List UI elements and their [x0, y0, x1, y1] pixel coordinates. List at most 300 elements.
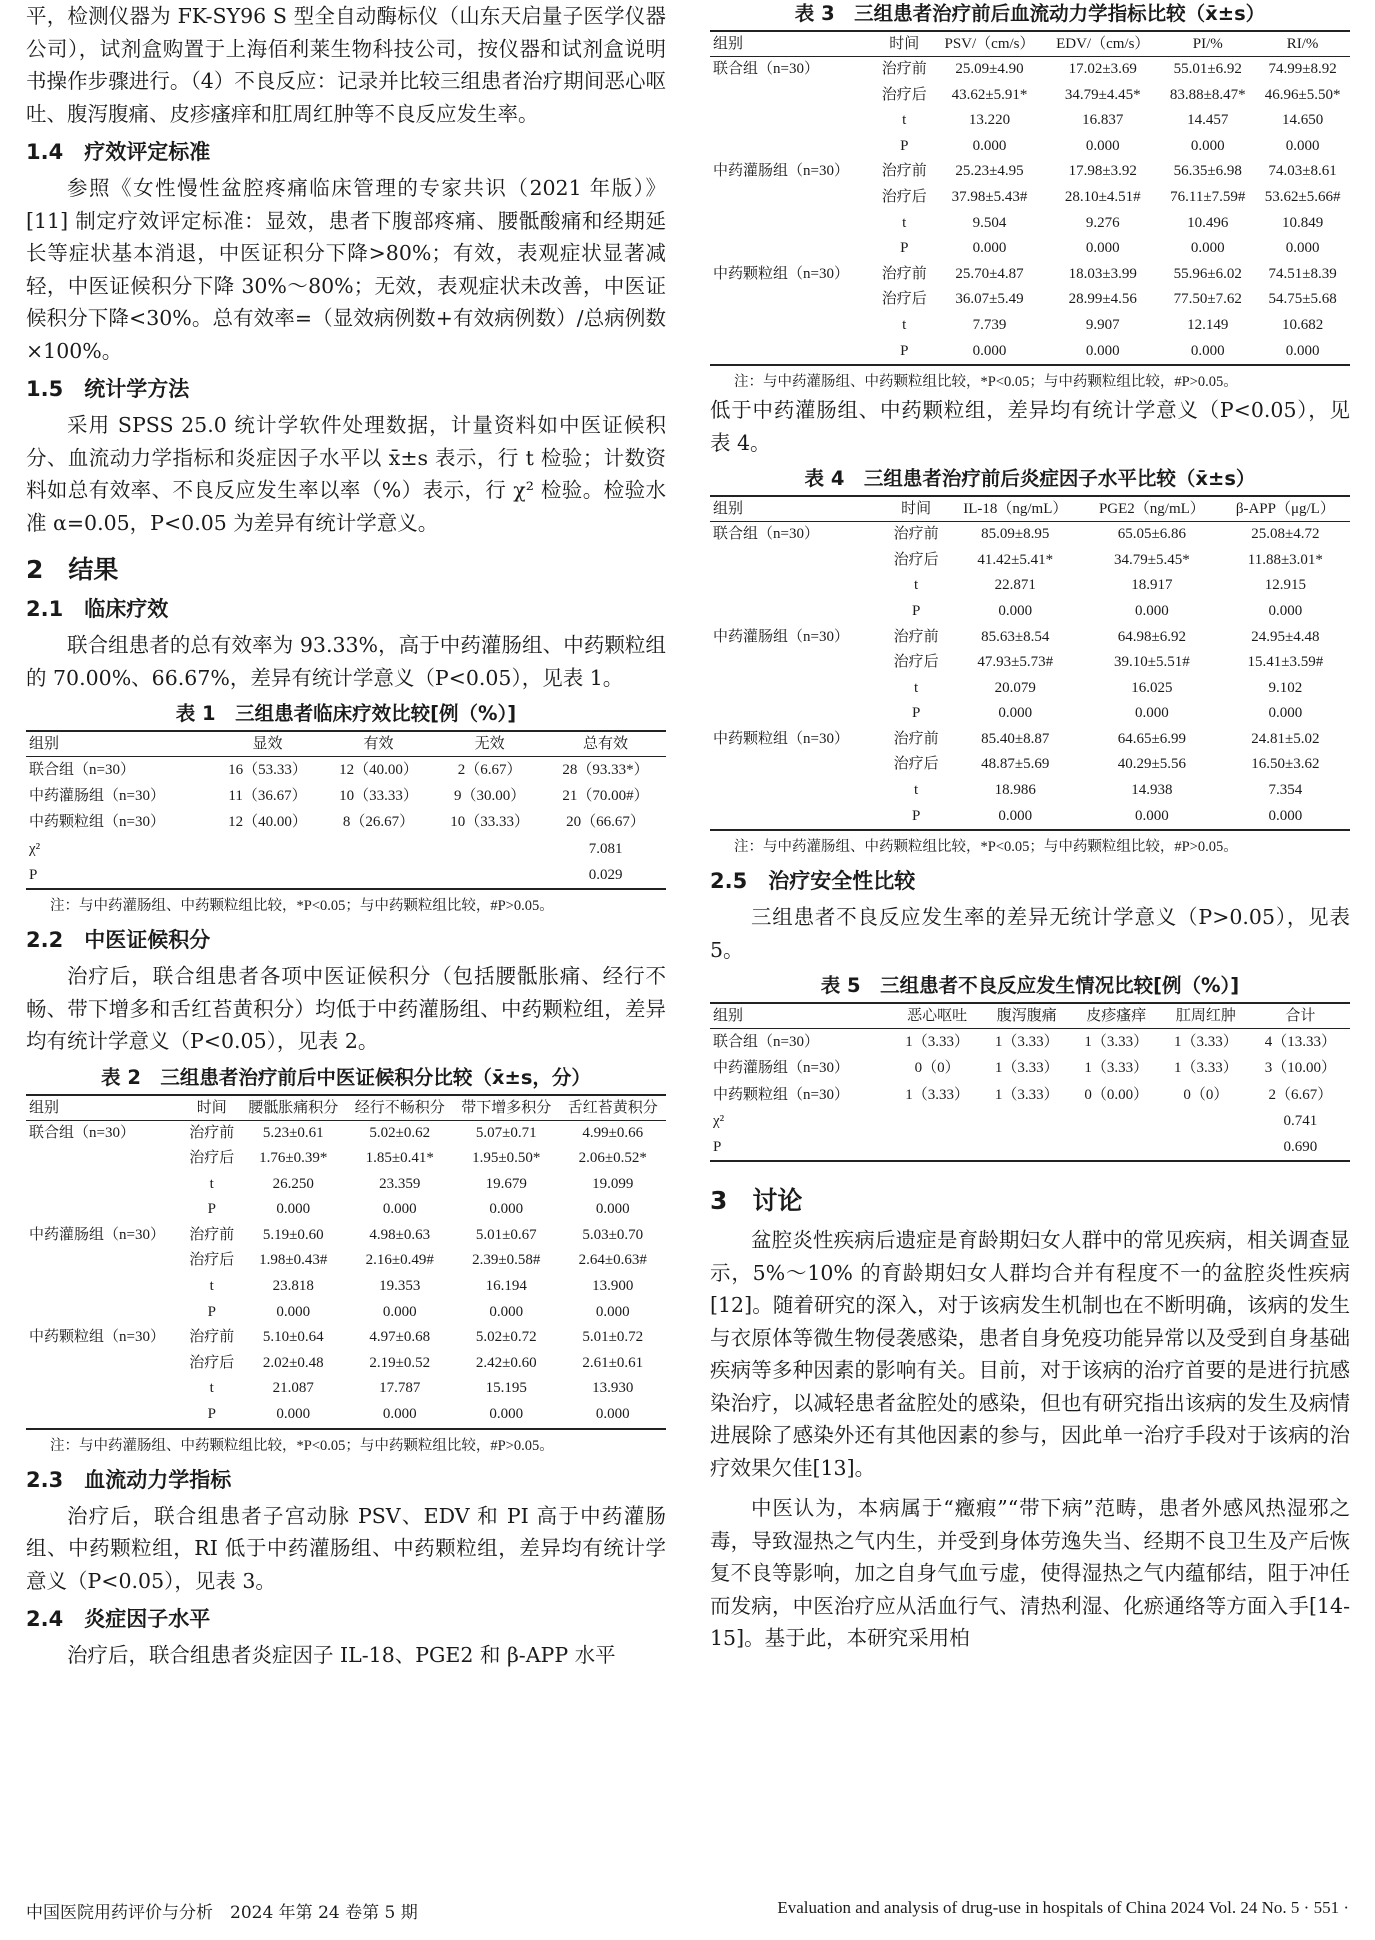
table-cell: 0.000: [972, 342, 1007, 359]
table-row: [26, 1197, 666, 1223]
table-cell: 10.682: [1281, 316, 1324, 333]
table-cell: 10（33.33）: [450, 814, 529, 831]
table-cell: 65.05±6.86: [1117, 526, 1186, 543]
table-cell: 0.000: [998, 705, 1033, 722]
section-2-2-title: 2.2 中医证候积分: [26, 928, 211, 953]
section-1-5-text: 采用 SPSS 25.0 统计学软件处理数据，计量资料如中医证候积分、血流动力学指标和炎症因子水平以 x̄±s 表示，行 t 检验；计数资料如总有效率、不良反应发生率以率（%）表示，行 χ² 检验。检验水准 α=0.05，P<0.05 为差异有统计学意义。: [26, 413, 666, 535]
table-cell: [710, 236, 875, 262]
table-cell: [982, 1108, 1072, 1134]
left-column: [26, 0, 666, 1672]
table-cell: 2.02±0.48: [262, 1354, 324, 1371]
table-cell: 47.93±5.73#: [977, 654, 1054, 671]
table-2: [26, 1094, 666, 1430]
table-cell: [26, 1248, 183, 1274]
table-row: [26, 1248, 666, 1274]
table-cell: 0.000: [972, 240, 1007, 257]
table-row: [710, 752, 1350, 778]
table-cell: [710, 650, 885, 676]
table-cell: t: [902, 112, 907, 129]
table-row: [710, 599, 1350, 625]
table-3: [710, 30, 1350, 366]
table-cell: 2.64±0.63#: [578, 1252, 647, 1269]
table-cell: 10（33.33）: [339, 788, 418, 805]
table-row: [26, 1325, 666, 1351]
table-cell: 中药颗粒组（n=30）: [29, 814, 165, 831]
table-cell: [212, 862, 323, 889]
table-cell: 0.000: [382, 1406, 417, 1423]
section-2-5-title: 2.5 治疗安全性比较: [710, 869, 916, 894]
table-cell: 11（36.67）: [228, 788, 307, 805]
table-cell: 联合组（n=30）: [29, 1124, 135, 1141]
table-cell: t: [209, 1175, 214, 1192]
table-cell: 2.39±0.58#: [472, 1252, 541, 1269]
table-cell: 18.917: [1131, 577, 1173, 594]
table-header-cell: PGE2（ng/mL）: [1083, 496, 1221, 522]
section-1-5-title: 1.5 统计学方法: [26, 377, 190, 401]
table-cell: 16（53.33）: [228, 762, 307, 778]
table-cell: 1（3.33）: [1084, 1060, 1149, 1077]
table-cell: 0.000: [1268, 705, 1303, 722]
table-cell: 1.95±0.50*: [472, 1150, 541, 1167]
table-row: [710, 1108, 1350, 1134]
table-cell: 中药灌肠组（n=30）: [29, 788, 165, 805]
table-header-cell: IL-18（ng/mL）: [948, 496, 1084, 522]
table-header-cell: 合计: [1251, 1003, 1350, 1029]
table-cell: 治疗后: [881, 188, 927, 205]
table-cell: 0.000: [1268, 602, 1303, 619]
table-cell: 中药颗粒组（n=30）: [713, 730, 849, 747]
table-header-cell: 组别: [26, 731, 212, 757]
table-row: [26, 1402, 666, 1429]
table-cell: t: [209, 1380, 214, 1397]
table-cell: 15.195: [485, 1380, 527, 1397]
table-header-cell: 总有效: [545, 731, 666, 757]
section-2-3-text: 治疗后，联合组患者子宫动脉 PSV、EDV 和 PI 高于中药灌肠组、中药颗粒组，RI 低于中药灌肠组、中药颗粒组，差异均有统计学意义（P<0.05），见表 3。: [26, 1503, 666, 1593]
table-cell: 治疗前: [189, 1329, 235, 1346]
table-cell: 10.849: [1281, 214, 1324, 231]
table-cell: P: [911, 602, 921, 619]
table-row: [710, 1082, 1350, 1108]
table-cell: 36.07±5.49: [955, 291, 1024, 308]
table-cell: 24.81±5.02: [1251, 730, 1320, 747]
table-cell: 43.62±5.91*: [951, 86, 1028, 103]
section-3-paragraph-1: 盆腔炎性疾病后遗症是育龄期妇女人群中的常见疾病，相关调查显示，5%～10% 的育龄期妇女人群均合并有程度不一的盆腔炎性疾病[12]。随着研究的深入，对于该病发生机制也在不断明确，该病的发生与衣原体等微生物侵袭感染，患者自身免疫功能异常以及受到自身基础疾病等多种因素的影响有关。目前，对于该病的治疗首要的是进行抗感染治疗，以减轻患者盆腔处的感染，但也有研究指出该病的发生及病情进展除了感染外还有其他因素的参与，因此单一治疗手段对于该病的治疗效果欠佳[13]。: [710, 1228, 1350, 1480]
table-row: [710, 573, 1350, 599]
table-cell: 17.787: [379, 1380, 421, 1397]
table-cell: χ²: [29, 840, 41, 857]
table-header-cell: 组别: [710, 1003, 892, 1029]
table-cell: 治疗前: [881, 265, 927, 282]
table-cell: [323, 836, 434, 862]
table-cell: 0.000: [972, 137, 1007, 154]
table-4-caption: 表 4 三组患者治疗前后炎症因子水平比较（x̄±s）: [804, 467, 1256, 491]
table-cell: 14.650: [1281, 112, 1324, 129]
table-header-cell: 组别: [710, 496, 885, 522]
table-cell: [710, 313, 875, 339]
table-cell: t: [902, 316, 907, 333]
table-header-cell: 腹泻腹痛: [982, 1003, 1072, 1029]
table-cell: 9.907: [1085, 316, 1120, 333]
table-cell: 9.504: [972, 214, 1007, 231]
table-row: [710, 57, 1350, 83]
table-cell: 0.000: [1135, 705, 1169, 722]
table-cell: [434, 862, 545, 889]
table-cell: [892, 1134, 982, 1161]
table-cell: 0.000: [489, 1406, 524, 1423]
table-cell: 20（66.67）: [566, 814, 645, 831]
table-cell: 24.95±4.48: [1251, 628, 1320, 645]
table-header-cell: 时间: [183, 1095, 240, 1121]
table-cell: 0.000: [998, 602, 1033, 619]
footer-journal-en: Evaluation and analysis of drug-use in hospitals of China 2024 Vol. 24 No. 5 · 551 ·: [777, 1898, 1349, 1917]
table-4: [710, 495, 1350, 831]
table-cell: 20.079: [994, 679, 1036, 696]
table-row: [26, 1223, 666, 1249]
table-cell: 治疗后: [893, 756, 939, 773]
table-cell: 治疗前: [189, 1124, 235, 1141]
table-cell: [1161, 1134, 1251, 1161]
table-cell: 治疗后: [189, 1354, 235, 1371]
table-cell: 2（6.67）: [457, 762, 522, 778]
table-cell: 治疗前: [893, 628, 939, 645]
table-row: [26, 836, 666, 862]
table-cell: 联合组（n=30）: [713, 61, 819, 77]
table-cell: 1（3.33）: [905, 1034, 969, 1051]
table-cell: [710, 599, 885, 625]
table-cell: 16.837: [1082, 112, 1124, 129]
table-cell: 77.50±7.62: [1173, 291, 1242, 308]
table-cell: 83.88±8.47*: [1169, 86, 1246, 103]
table-cell: 4.99±0.66: [582, 1124, 644, 1141]
table-cell: [892, 1108, 982, 1134]
table-cell: 治疗后: [893, 654, 939, 671]
table-cell: 7.081: [588, 840, 623, 857]
table-header-cell: β-APP（μg/L）: [1221, 496, 1350, 522]
table-row: [710, 236, 1350, 262]
table-cell: [710, 573, 885, 599]
table-cell: 治疗后: [893, 551, 939, 568]
table-cell: 48.87±5.69: [981, 756, 1050, 773]
table-row: [710, 778, 1350, 804]
table-cell: 53.62±5.66#: [1264, 188, 1341, 205]
table-row: [710, 548, 1350, 574]
table-row: [710, 339, 1350, 366]
table-cell: 76.11±7.59#: [1170, 188, 1246, 205]
table-5: [710, 1002, 1350, 1162]
table-cell: 21（70.00#）: [562, 788, 649, 805]
table-cell: [710, 339, 875, 366]
table-cell: P: [29, 866, 38, 883]
table-cell: P: [713, 1139, 722, 1156]
table-cell: 中药灌肠组（n=30）: [713, 628, 849, 645]
table-cell: 39.10±5.51#: [1114, 654, 1190, 671]
table-cell: 0.000: [1190, 240, 1225, 257]
table-cell: 0.000: [489, 1303, 524, 1320]
table-cell: 3（10.00）: [1264, 1060, 1336, 1077]
table-cell: 1（3.33）: [994, 1060, 1059, 1077]
section-1-4-title: 1.4 疗效评定标准: [26, 140, 211, 164]
table-cell: 56.35±6.98: [1173, 163, 1242, 180]
table-cell: 0.000: [595, 1201, 630, 1218]
table-cell: 0.000: [1268, 807, 1303, 824]
table-cell: t: [902, 214, 907, 231]
footer-journal-cn: 中国医院用药评价与分析 2024 年第 24 卷第 5 期: [26, 1903, 418, 1923]
table-cell: 0.000: [1285, 137, 1320, 154]
table-cell: [26, 1197, 183, 1223]
table-cell: 17.98±3.92: [1068, 163, 1137, 180]
table-cell: 中药颗粒组（n=30）: [713, 1086, 849, 1103]
table-cell: [323, 862, 434, 889]
table-cell: [26, 1172, 183, 1198]
table-row: [710, 159, 1350, 185]
table-cell: [26, 1351, 183, 1377]
table-cell: 1（3.33）: [905, 1086, 969, 1103]
table-cell: [710, 185, 875, 211]
table-cell: 0.000: [1285, 240, 1320, 257]
table-row: [710, 108, 1350, 134]
table-cell: 0.000: [1135, 602, 1169, 619]
table-row: [26, 1300, 666, 1326]
table-row: [26, 1146, 666, 1172]
table-cell: 2.16±0.49#: [365, 1252, 434, 1269]
table-cell: 0.000: [276, 1406, 311, 1423]
table-cell: 0.000: [1190, 137, 1225, 154]
table-cell: [710, 287, 875, 313]
table-header-cell: 有效: [323, 731, 434, 757]
table-cell: [710, 676, 885, 702]
table-row: [26, 809, 666, 835]
table-cell: 0（0）: [914, 1060, 960, 1077]
table-cell: 15.41±3.59#: [1247, 654, 1324, 671]
section-2-1-title: 2.1 临床疗效: [26, 597, 169, 621]
table-cell: 37.98±5.43#: [951, 188, 1028, 205]
table-cell: [710, 108, 875, 134]
table-cell: 22.871: [994, 577, 1036, 594]
table-cell: 0.690: [1283, 1139, 1318, 1156]
table-cell: 5.10±0.64: [262, 1329, 324, 1346]
table-cell: 12.915: [1264, 577, 1306, 594]
table-cell: 0.000: [276, 1303, 311, 1320]
table-header-cell: 组别: [26, 1095, 183, 1121]
table-cell: 治疗前: [881, 61, 927, 77]
section-3-title: 3 讨论: [710, 1186, 803, 1216]
table-cell: [710, 752, 885, 778]
table-cell: P: [911, 705, 921, 722]
table-cell: 4.97±0.68: [369, 1329, 431, 1346]
table-cell: 26.250: [272, 1175, 314, 1192]
table-cell: 14.938: [1131, 782, 1173, 799]
table-cell: 0.029: [588, 866, 623, 883]
table-cell: 5.03±0.70: [582, 1226, 644, 1243]
table-1: [26, 730, 666, 890]
table-cell: 12（40.00）: [228, 814, 307, 831]
table-cell: P: [911, 807, 921, 824]
table-3-caption: 表 3 三组患者治疗前后血流动力学指标比较（x̄±s）: [794, 2, 1266, 25]
table-cell: 85.09±8.95: [981, 526, 1050, 543]
table-cell: [710, 778, 885, 804]
table-row: [710, 701, 1350, 727]
table-cell: 9.276: [1085, 214, 1120, 231]
table-row: [710, 676, 1350, 702]
table-cell: 1.85±0.41*: [365, 1150, 434, 1167]
table-header-cell: 组别: [710, 31, 875, 57]
table-cell: 4（13.33）: [1264, 1034, 1336, 1051]
section-2-4-text: 治疗后，联合组患者炎症因子 IL-18、PGE2 和 β-APP 水平: [67, 1643, 616, 1668]
table-cell: 5.19±0.60: [262, 1226, 324, 1243]
table-cell: [212, 836, 323, 862]
table-cell: [1161, 1108, 1251, 1134]
section-2-5-text: 三组患者不良反应发生率的差异无统计学意义（P>0.05），见表 5。: [710, 905, 1350, 962]
table-cell: [710, 211, 875, 237]
table-row: [710, 134, 1350, 160]
table-cell: 16.194: [485, 1278, 527, 1295]
table-cell: 5.01±0.67: [475, 1226, 537, 1243]
table-cell: 55.01±6.92: [1173, 61, 1242, 77]
table-cell: 19.679: [485, 1175, 527, 1192]
table-cell: 0.000: [489, 1201, 524, 1218]
table-row: [710, 522, 1350, 548]
table-cell: 0.000: [1190, 342, 1225, 359]
table-cell: 1（3.33）: [994, 1086, 1059, 1103]
table-cell: [1072, 1134, 1162, 1161]
table-cell: 12.149: [1187, 316, 1229, 333]
table-header-cell: 经行不畅积分: [347, 1095, 453, 1121]
table-cell: 9.102: [1268, 679, 1303, 696]
table-cell: 0.000: [595, 1303, 630, 1320]
table-cell: 13.900: [592, 1278, 634, 1295]
table-row: [710, 262, 1350, 288]
table-cell: 5.01±0.72: [582, 1329, 644, 1346]
section-2-3-title: 2.3 血流动力学指标: [26, 1467, 232, 1492]
table-row: [26, 757, 666, 784]
table-row: [710, 625, 1350, 651]
table-cell: P: [207, 1303, 216, 1320]
section-2-title: 2 结果: [26, 555, 119, 584]
table-cell: 0（0.00）: [1084, 1086, 1149, 1103]
table-cell: 0.000: [276, 1201, 311, 1218]
table-cell: 9（30.00）: [453, 788, 526, 805]
table-cell: P: [900, 342, 909, 359]
table-cell: t: [914, 679, 919, 696]
table-header-cell: 舌红苔黄积分: [559, 1095, 666, 1121]
table-cell: 25.09±4.90: [955, 61, 1024, 77]
table-cell: P: [207, 1406, 216, 1423]
table-cell: [710, 701, 885, 727]
table-cell: 5.02±0.72: [475, 1329, 537, 1346]
table-cell: 2.06±0.52*: [578, 1150, 647, 1167]
table-cell: 中药颗粒组（n=30）: [29, 1329, 165, 1346]
table-header-cell: 无效: [434, 731, 545, 757]
table-cell: 23.818: [272, 1278, 314, 1295]
table-cell: 0.000: [1085, 240, 1120, 257]
table-row: [26, 1351, 666, 1377]
table-cell: [710, 548, 885, 574]
table-row: [710, 1134, 1350, 1161]
table-cell: 5.07±0.71: [475, 1124, 537, 1141]
table-row: [710, 185, 1350, 211]
table-cell: 中药灌肠组（n=30）: [713, 163, 849, 180]
section-3-paragraph-2: 中医认为，本病属于“癥瘕”“带下病”范畴，患者外感风热湿邪之毒，导致湿热之气内生，并受到身体劳逸失当、经期不良卫生及产后恢复不良等影响，加之自身气血亏虚，使得湿热之气内蕴郁结，阻于冲任而发病，中医治疗应从活血行气、清热利湿、化瘀通络等方面入手[14-15]。基于此，本研究采用柏: [710, 1496, 1350, 1651]
table-1-caption: 表 1 三组患者临床疗效比较[例（%）]: [175, 702, 517, 725]
table-cell: 1（3.33）: [1174, 1060, 1238, 1077]
table-cell: [710, 83, 875, 109]
table-cell: 中药灌肠组（n=30）: [713, 1060, 849, 1077]
table-row: [710, 313, 1350, 339]
table-cell: 0（0）: [1183, 1086, 1229, 1103]
table-cell: 0.000: [382, 1201, 417, 1218]
table-header-cell: 腰骶胀痛积分: [240, 1095, 346, 1121]
table-header-cell: 时间: [885, 496, 948, 522]
table-cell: [26, 1146, 183, 1172]
table-cell: 2（6.67）: [1268, 1086, 1333, 1103]
right-column: [710, 0, 1350, 1655]
table-cell: 中药灌肠组（n=30）: [29, 1226, 165, 1243]
table-cell: [1072, 1108, 1162, 1134]
section-1-4-text: 参照《女性慢性盆腔疼痛临床管理的专家共识（2021 年版）》[11] 制定疗效评定标准：显效，患者下腹部疼痛、腰骶酸痛和经期延长等症状基本消退，中医证积分下降>80%；有效，表观症状显著减轻，中医证候积分下降 30%～80%；无效，表观症状未改善，中医证候积分下降<30%。总有效率=（显效病例数+有效病例数）/总病例数×100%。: [26, 176, 666, 363]
table-1-note: 注：与中药灌肠组、中药颗粒组比较，*P<0.05；与中药颗粒组比较，#P>0.05。: [50, 898, 554, 915]
table-cell: 0.000: [1085, 137, 1120, 154]
table-cell: 治疗前: [893, 730, 939, 747]
paragraph-intro: 平，检测仪器为 FK-SY96 S 型全自动酶标仪（山东天启量子医学仪器公司），试剂盒购置于上海佰利莱生物科技公司，按仪器和试剂盒说明书操作步骤进行。（4）不良反应：记录并比较三组患者治疗期间恶心呕吐、腹泻腹痛、皮疹瘙痒和肛周红肿等不良反应发生率。: [26, 4, 666, 126]
table-row: [710, 727, 1350, 753]
table-cell: 34.79±4.45*: [1064, 86, 1141, 103]
table-row: [26, 862, 666, 889]
table-cell: [982, 1134, 1072, 1161]
section-2-2-text: 治疗后，联合组患者各项中医证候积分（包括腰骶胀痛、经行不畅、带下增多和舌红苔黄积分）均低于中药灌肠组、中药颗粒组，差异均有统计学意义（P<0.05），见表 2。: [26, 964, 666, 1054]
table-cell: 13.220: [968, 112, 1011, 129]
table-cell: 10.496: [1187, 214, 1229, 231]
section-2-4-title: 2.4 炎症因子水平: [26, 1607, 211, 1632]
table-cell: 64.65±6.99: [1117, 730, 1186, 747]
table-cell: 12（40.00）: [339, 762, 418, 778]
table-cell: [26, 1300, 183, 1326]
table-cell: [710, 134, 875, 160]
table-cell: 治疗前: [881, 163, 927, 180]
table-row: [26, 1376, 666, 1402]
table-cell: [710, 804, 885, 831]
table-row: [710, 804, 1350, 831]
table-row: [26, 1172, 666, 1198]
table-cell: 21.087: [272, 1380, 314, 1397]
table-cell: [26, 1274, 183, 1300]
table-cell: 治疗后: [881, 291, 927, 308]
table-cell: 2.42±0.60: [475, 1354, 537, 1371]
table-cell: 1（3.33）: [994, 1034, 1059, 1051]
section-2-1-text: 联合组患者的总有效率为 93.33%，高于中药灌肠组、中药颗粒组的 70.00%、66.67%，差异有统计学意义（P<0.05），见表 1。: [26, 633, 666, 690]
table-cell: 85.40±8.87: [981, 730, 1050, 747]
section-2-4-continued: 低于中药灌肠组、中药颗粒组，差异均有统计学意义（P<0.05），见表 4。: [710, 398, 1350, 455]
table-row: [710, 83, 1350, 109]
table-cell: 25.08±4.72: [1251, 526, 1320, 543]
table-cell: 16.025: [1131, 679, 1173, 696]
table-cell: P: [900, 137, 909, 154]
table-cell: 治疗前: [189, 1226, 235, 1243]
table-cell: 41.42±5.41*: [977, 551, 1054, 568]
table-cell: 治疗后: [189, 1150, 235, 1167]
table-cell: 85.63±8.54: [981, 628, 1050, 645]
table-5-caption: 表 5 三组患者不良反应发生情况比较[例（%）]: [820, 974, 1240, 998]
table-cell: t: [914, 782, 919, 799]
table-header-cell: PSV/（cm/s）: [934, 31, 1045, 57]
table-cell: 5.02±0.62: [369, 1124, 431, 1141]
table-cell: t: [914, 577, 919, 594]
table-cell: 23.359: [379, 1175, 421, 1192]
table-cell: 19.353: [379, 1278, 421, 1295]
table-cell: 28.99±4.56: [1068, 291, 1137, 308]
table-cell: 7.739: [972, 316, 1007, 333]
table-cell: t: [209, 1278, 214, 1295]
table-cell: 55.96±6.02: [1173, 265, 1242, 282]
